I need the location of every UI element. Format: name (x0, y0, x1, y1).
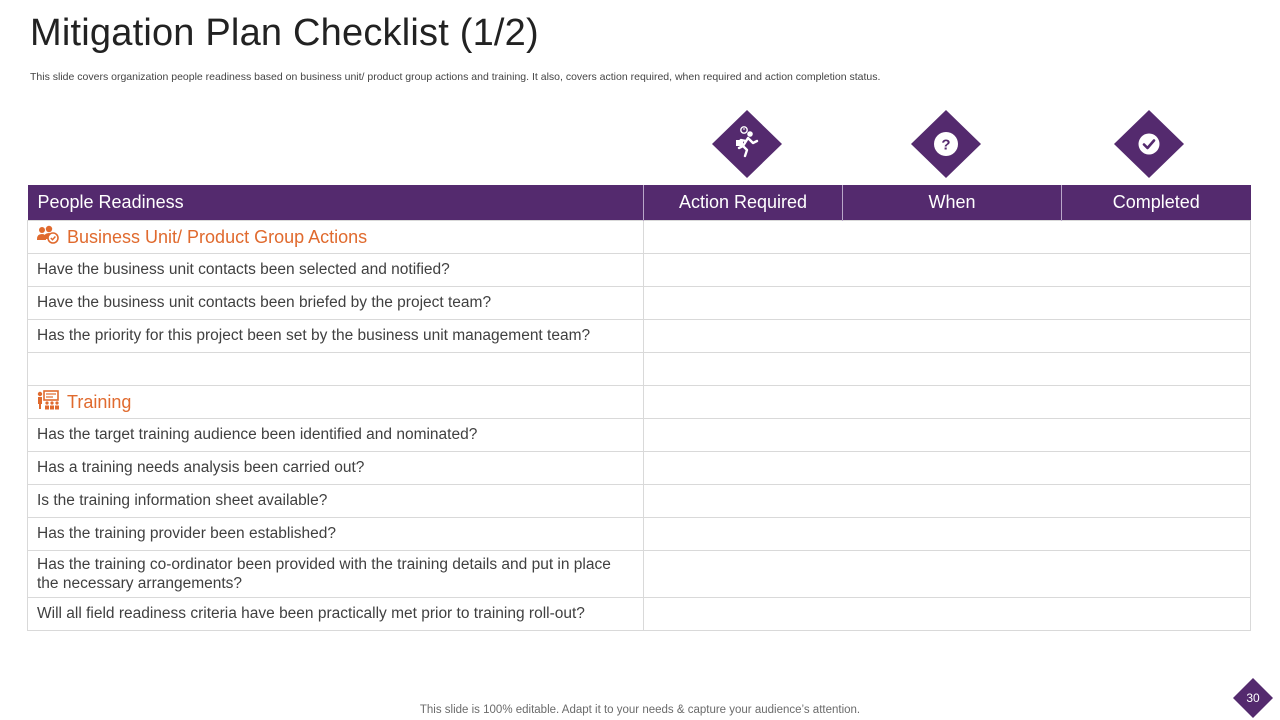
column-header-when: When (843, 185, 1062, 221)
response-cell[interactable] (644, 518, 1251, 551)
running-person-clock-icon (712, 110, 782, 178)
table-row (28, 452, 1251, 485)
section-title: Business Unit/ Product Group Actions (67, 226, 368, 247)
table-row (28, 485, 1251, 518)
training-presentation-icon (37, 390, 59, 415)
section-header-row (28, 386, 1251, 419)
checklist-item: Has the training co-ordinator been provided with the training details and put in place the necessary arrangements? (28, 551, 644, 598)
checklist-item: Has a training needs analysis been carried out? (28, 452, 644, 485)
section-header-row (28, 221, 1251, 254)
empty-spacer-row (28, 353, 1251, 386)
checklist-item: Will all field readiness criteria have been practically met prior to training roll-out? (28, 598, 644, 631)
table-row (28, 254, 1251, 287)
table-row (28, 518, 1251, 551)
table-row (28, 320, 1251, 353)
response-cell[interactable] (644, 452, 1251, 485)
response-cell[interactable] (644, 287, 1251, 320)
question-icon (911, 110, 981, 178)
page-number: 30 (1246, 691, 1260, 705)
table-row (28, 598, 1251, 631)
column-header-completed: Completed (1062, 185, 1251, 221)
table-row (28, 551, 1251, 598)
checklist-item: Have the business unit contacts been selected and notified? (28, 254, 644, 287)
table-row (28, 287, 1251, 320)
checklist-item: Has the training provider been established? (28, 518, 644, 551)
checklist-item: Has the priority for this project been set by the business unit management team? (28, 320, 644, 353)
response-cell[interactable] (644, 485, 1251, 518)
footer-note: This slide is 100% editable. Adapt it to your needs & capture your audience’s attention. (419, 704, 861, 716)
checklist-item: Has the target training audience been identified and nominated? (28, 419, 644, 452)
checkmark-icon (1114, 110, 1184, 178)
response-cell[interactable] (644, 551, 1251, 598)
page-subtitle: This slide covers organization people readiness based on business unit/ product group actions and training. It also, covers action required, when required and action completion status. (30, 71, 881, 83)
response-cell[interactable] (644, 320, 1251, 353)
response-cell[interactable] (644, 419, 1251, 452)
checklist-item: Have the business unit contacts been briefed by the project team? (28, 287, 644, 320)
response-cell[interactable] (644, 598, 1251, 631)
column-header-action-required: Action Required (644, 185, 843, 221)
table-header-row (28, 185, 1251, 221)
checklist-item: Is the training information sheet available? (28, 485, 644, 518)
section-title: Training (67, 391, 132, 412)
svg-text:?: ? (941, 136, 951, 154)
page-number-badge (1233, 678, 1273, 718)
response-cell[interactable] (644, 254, 1251, 287)
people-group-icon (37, 225, 59, 250)
page-title: Mitigation Plan Checklist (1/2) (30, 12, 539, 54)
table-row (28, 419, 1251, 452)
column-header-people-readiness: People Readiness (28, 185, 644, 221)
readiness-checklist-table (27, 185, 1251, 631)
